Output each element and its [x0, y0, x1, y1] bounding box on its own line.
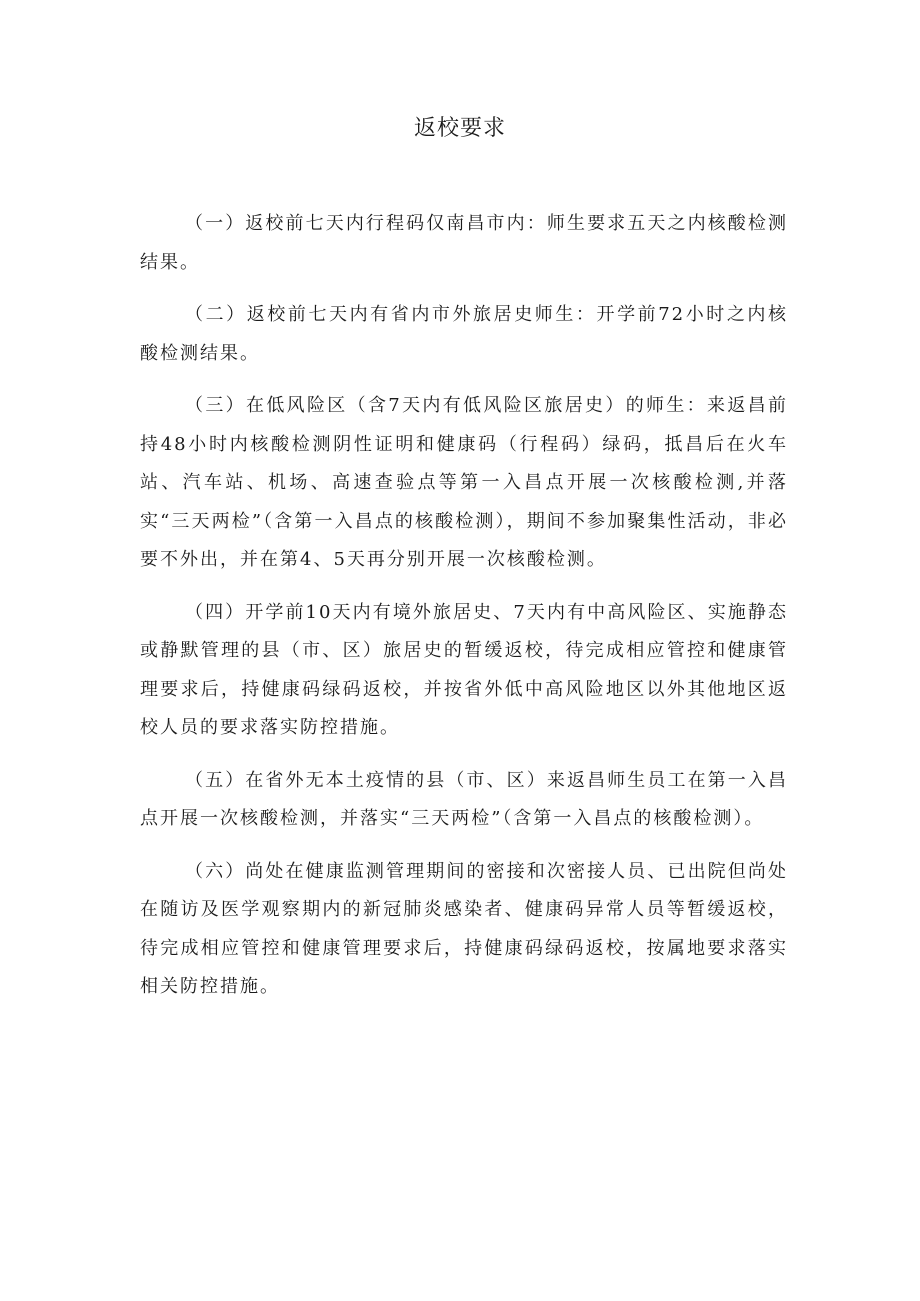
paragraph-1: （一）返校前七天内行程码仅南昌市内：师生要求五天之内核酸检测结果。 [140, 213, 788, 273]
paragraph-3: （三）在低风险区（含7天内有低风险区旅居史）的师生：来返昌前持48小时内核酸检测阴性证明和健康码（行程码）绿码，抵昌后在火车站、汽车站、机场、高速查验点等第一入昌点开展一次核酸检测,并落实“三天两检”（含第一入昌点的核酸检测），期间不参加聚集性活动，非必要不外出，并在第4、5天再分别开展一次核酸检测。 [140, 395, 788, 570]
document-body [140, 205, 788, 1021]
paragraph-4: （四）开学前10天内有境外旅居史、7天内有中高风险区、实施静态或静默管理的县（市、区）旅居史的暂缓返校，待完成相应管控和健康管理要求后，持健康码绿码返校，并按省外低中高风险地区以外其他地区返校人员的要求落实防控措施。 [140, 601, 788, 738]
paragraph-6: （六）尚处在健康监测管理期间的密接和次密接人员、已出院但尚处在随访及医学观察期内的新冠肺炎感染者、健康码异常人员等暂缓返校，待完成相应管控和健康管理要求后，持健康码绿码返校，按属地要求落实相关防控措施。 [140, 860, 788, 997]
paragraph-2: （二）返校前七天内有省内市外旅居史师生：开学前72小时之内核酸检测结果。 [140, 304, 788, 364]
document-title: 返校要求 [413, 116, 506, 141]
paragraph-5: （五）在省外无本土疫情的县（市、区）来返昌师生员工在第一入昌点开展一次核酸检测，并落实“三天两检”（含第一入昌点的核酸检测）。 [140, 769, 788, 829]
